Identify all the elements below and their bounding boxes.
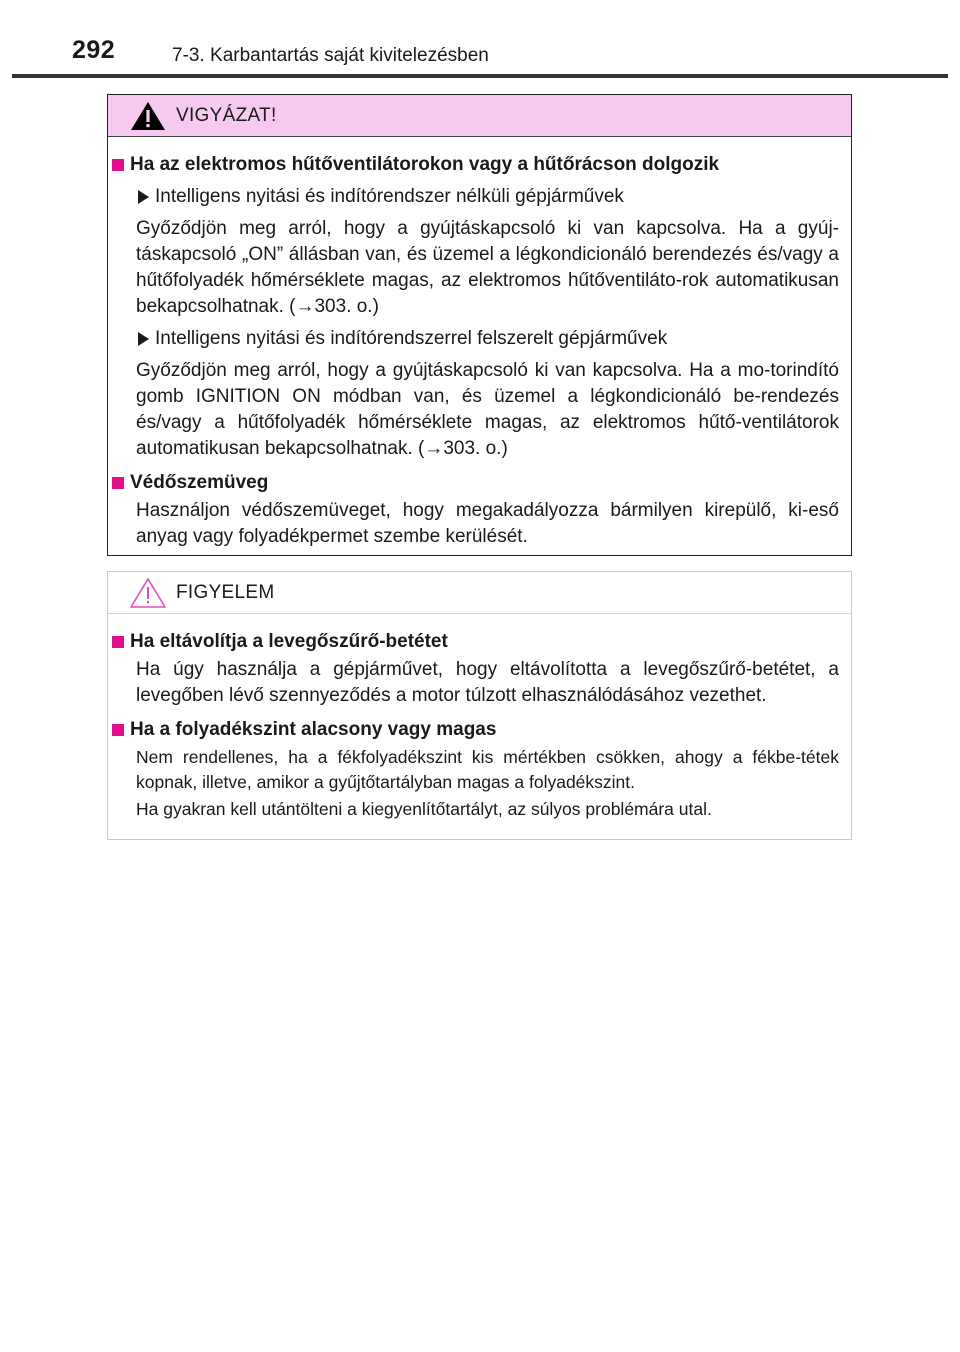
paragraph: Használjon védőszemüveget, hogy megakadályozza bármilyen kirepülő, ki-eső anyag vagy folyadékpermet szembe kerülését. <box>136 500 839 547</box>
paragraph: Győződjön meg arról, hogy a gyújtáskapcsoló ki van kapcsolva. Ha a mo-torindító gomb IGNITION ON módban van, és üzemel a légkondicionáló be-rendezés és/vagy a hűtőfolyadék hőmérséklete magas, az elektromos hűtő-ventilátorok automatikusan bekapcsolhatnak. (→303. o.) <box>136 360 839 459</box>
warning-triangle-icon <box>128 99 168 133</box>
notice-label: FIGYELEM <box>176 581 275 603</box>
square-bullet-icon <box>112 724 124 736</box>
warning-label: VIGYÁZAT! <box>176 104 277 126</box>
notice-item-title <box>112 717 839 743</box>
paragraph: Győződjön meg arról, hogy a gyújtáskapcsoló ki van kapcsolva. Ha a gyúj-táskapcsoló „ON” állásban van, és üzemel a légkondicionáló berendezés és/vagy a hűtőfolyadék hőmérséklete magas, az elektromos hűtőventiláto-rok automatikusan bekapcsolhatnak. (→303. o.) <box>136 218 839 317</box>
item-title-text: Ha a folyadékszint alacsony vagy magas <box>130 719 497 740</box>
triangle-right-icon <box>138 190 149 204</box>
paragraph: Nem rendellenes, ha a fékfolyadékszint kis mértékben csökken, ahogy a fékbe-tétek kopnak, illetve, amikor a gyűjtőtartályban magas a folyadékszint. <box>136 747 839 792</box>
caution-outline-triangle-icon <box>128 576 168 610</box>
sub-heading <box>138 326 839 352</box>
section-title: 7-3. Karbantartás saját kivitelezésben <box>172 45 489 66</box>
sub-heading-text: Intelligens nyitási és indítórendszer nélküli gépjárművek <box>155 186 624 207</box>
warning-box-body <box>108 137 851 550</box>
paragraph: Ha gyakran kell utántölteni a kiegyenlítőtartályt, az súlyos problémára utal. <box>136 799 712 819</box>
sub-heading-text: Intelligens nyitási és indítórendszerrel felszerelt gépjárművek <box>155 328 668 349</box>
square-bullet-icon <box>112 159 124 171</box>
page-header <box>0 0 960 80</box>
item-title-text: Védőszemüveg <box>130 472 269 493</box>
warning-item-title <box>112 152 839 178</box>
square-bullet-icon <box>112 477 124 489</box>
sub-heading <box>138 184 839 210</box>
warning-item-title <box>112 470 839 496</box>
notice-item-title <box>112 629 839 655</box>
warning-box <box>107 94 852 556</box>
square-bullet-icon <box>112 636 124 648</box>
notice-box-body <box>108 614 851 822</box>
notice-box-header <box>108 572 851 614</box>
item-title-text: Ha az elektromos hűtőventilátorokon vagy a hűtőrácson dolgozik <box>130 154 720 175</box>
page-number: 292 <box>72 36 116 64</box>
paragraph: Ha úgy használja a gépjárművet, hogy eltávolította a levegőszűrő-betétet, a levegőben lévő szennyeződés a motor túlzott elhasználódásához vezethet. <box>136 659 839 706</box>
item-title-text: Ha eltávolítja a levegőszűrő-betétet <box>130 631 448 652</box>
header-divider <box>12 74 948 78</box>
notice-box <box>107 571 852 840</box>
triangle-right-icon <box>138 332 149 346</box>
warning-box-header <box>108 95 851 137</box>
